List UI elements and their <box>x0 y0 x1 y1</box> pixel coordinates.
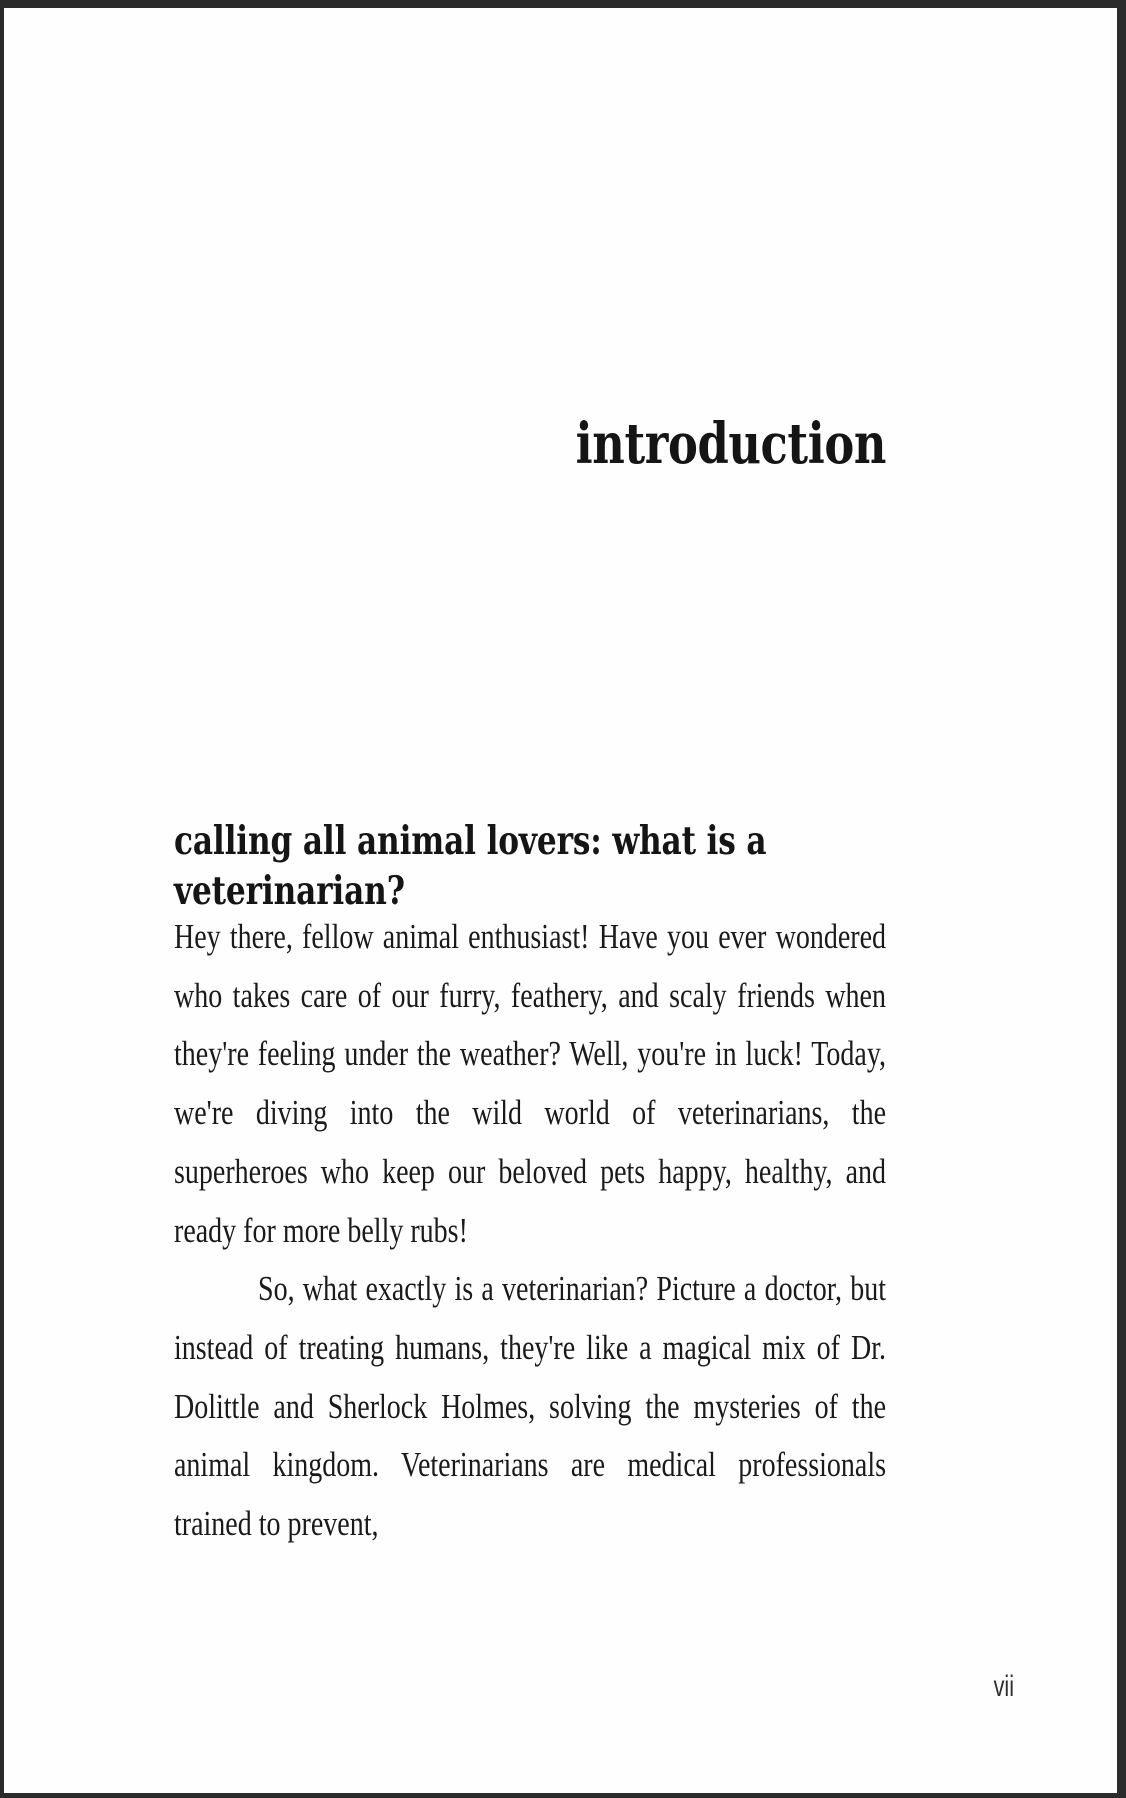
page-content-area <box>4 8 1117 1793</box>
body-text-block <box>174 908 886 1554</box>
section-heading: calling all animal lovers: what is a veterinarian? <box>174 818 767 915</box>
chapter-title: introduction <box>575 410 886 477</box>
body-paragraph-1: Hey there, fellow animal enthusiast! Have you ever wondered who takes care of our furry, feathery, and scaly friends when they're feeling under the weather? Well, you're in luck! Today, we're diving into the wild world of veterinarians, the superheroes who keep our beloved pets happy, healthy, and ready for more belly rubs! <box>174 917 886 1250</box>
page-number-folio: vii <box>993 1670 1014 1703</box>
body-paragraph-2: So, what exactly is a veterinarian? Picture a doctor, but instead of treating humans, they're like a magical mix of Dr. Dolittle and Sherlock Holmes, solving the mysteries of the animal kingdom. Veterinarians are medical professionals trained to prevent, <box>174 1269 886 1544</box>
